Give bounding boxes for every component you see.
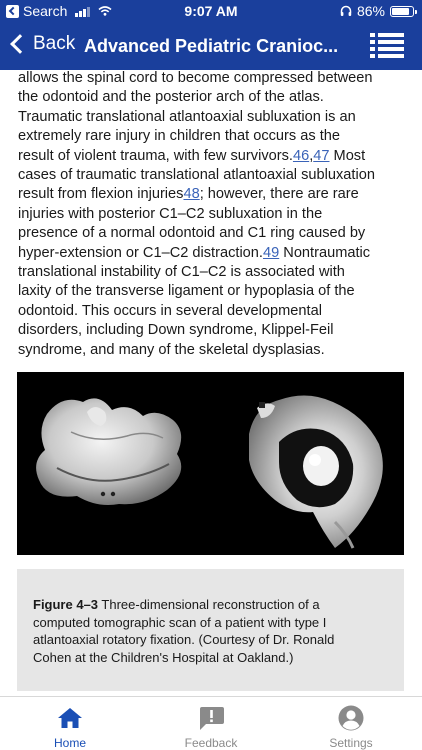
citation-link[interactable]: 49 [262, 244, 280, 261]
article-text-segment: hyper-extension or C1–C2 distraction. [18, 244, 263, 261]
caption-line: Cohen at the Children's Hospital at Oakland.) [33, 649, 294, 665]
caption-line: computed tomographic scan of a patient with type I [33, 614, 327, 630]
article-text-segment: Most [329, 147, 366, 164]
home-icon [56, 705, 84, 731]
article-line [18, 321, 408, 340]
article-text-segment: Traumatic translational atlantoaxial subluxation is an [18, 108, 356, 125]
status-time: 9:07 AM [184, 3, 238, 19]
article-line: result of violent trauma, with few survivors.46,47 Most [18, 147, 366, 164]
article-text-segment: result of violent trauma, with few survivors. [18, 147, 293, 164]
article-text-segment: odontoid. This occurs in several developmental [18, 302, 322, 319]
tab-home-label: Home [53, 736, 86, 750]
article-line [18, 341, 408, 360]
status-bar [0, 0, 422, 22]
article-line [18, 263, 408, 282]
tab-settings-label: Settings [329, 736, 373, 750]
article-body [18, 70, 408, 360]
tab-feedback-label: Feedback [184, 736, 238, 750]
article-text-segment: result from flexion injuries [18, 186, 184, 203]
article-line [18, 166, 408, 185]
article-text-segment: syndrome, and many of the skeletal dysplasias. [18, 341, 325, 358]
feedback-icon [197, 705, 225, 731]
article-line [18, 108, 408, 127]
back-button[interactable] [8, 33, 75, 55]
article-line [18, 185, 408, 204]
article-line [18, 244, 408, 263]
article-text-segment: the odontoid and the posterior arch of the atlas. [18, 89, 324, 106]
carrier-label: Search [23, 3, 68, 19]
citation-link[interactable]: 47 [313, 147, 330, 164]
article-text-segment: cases of traumatic translational atlantoaxial subluxation [18, 167, 375, 184]
article-text-segment: disorders, including Down syndrome, Klippel-Feil [18, 322, 334, 339]
article-text-segment: ; however, there are rare [199, 186, 359, 203]
chevron-left-icon [10, 34, 30, 54]
article-text-segment: translational instability of C1–C2 is associated with [18, 264, 345, 281]
article-text-segment: extremely rare injury in children that occurs as the [18, 128, 341, 145]
menu-list-icon[interactable] [370, 33, 404, 59]
article-line [18, 127, 408, 146]
article-text-segment: Nontraumatic [279, 244, 371, 261]
back-label: Back [33, 33, 76, 54]
reader-content[interactable] [0, 70, 422, 696]
article-text-segment: injuries with posterior C1–C2 subluxation in the [18, 205, 323, 222]
citation-link[interactable]: 48 [183, 186, 200, 203]
article-line [18, 88, 408, 107]
figure-caption-box [17, 569, 404, 691]
page-title: Advanced Pediatric Cranioc... [84, 36, 339, 56]
figure-label: Figure 4–3 [33, 597, 99, 612]
article-line [18, 70, 408, 88]
tab-settings[interactable] [301, 697, 401, 750]
tab-feedback[interactable] [161, 697, 261, 750]
battery-fill [392, 8, 409, 15]
caption-text: Three-dimensional reconstruction of a [98, 597, 320, 612]
tab-home[interactable] [20, 697, 120, 750]
battery-icon [390, 6, 414, 17]
article-text-segment: laxity of the transverse ligament or hypoplasia of the [18, 283, 355, 300]
battery-percent: 86% [356, 3, 385, 19]
caption-line [33, 596, 393, 614]
ct-reconstruction-image [17, 372, 404, 555]
tab-bar [0, 696, 422, 750]
article-line [18, 282, 408, 301]
article-line [18, 205, 408, 224]
article-line [18, 302, 408, 321]
user-icon [337, 705, 365, 731]
article-line [18, 224, 408, 243]
status-right [340, 3, 414, 19]
citation-link[interactable]: 46 [292, 147, 310, 164]
article-text-segment: presence of a normal odontoid and C1 ring caused by [18, 225, 366, 242]
figure-caption [33, 596, 393, 666]
caption-line: atlantoaxial rotatory fixation. (Courtesy of Dr. Ronald [33, 632, 335, 647]
headphones-icon [340, 5, 352, 17]
nav-bar [0, 22, 422, 70]
article-text-segment: allows the spinal cord to become compressed between [18, 70, 373, 86]
figure-image[interactable] [17, 372, 404, 555]
